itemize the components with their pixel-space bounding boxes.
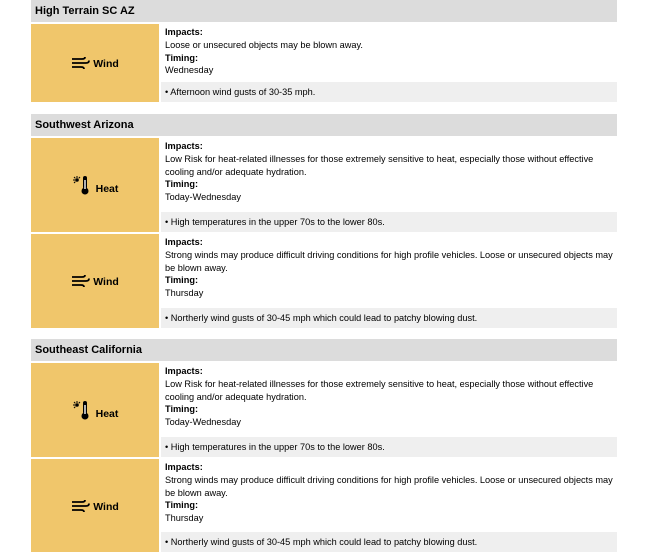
heat-thermometer-icon xyxy=(72,175,94,195)
impacts-text: Loose or unsecured objects may be blown away. xyxy=(165,39,363,50)
impacts-label: Impacts: xyxy=(165,462,203,472)
hazard-label: Heat xyxy=(95,183,119,195)
section-header-high-terrain: High Terrain SC AZ xyxy=(31,0,617,22)
section-header-southeast-california: Southeast California xyxy=(31,339,617,361)
timing-text: Today-Wednesday xyxy=(165,417,241,428)
hazard-info xyxy=(161,234,617,306)
impacts-label: Impacts: xyxy=(165,27,203,37)
hazard-info xyxy=(161,24,617,80)
hazard-label: Wind xyxy=(93,58,119,70)
timing-label: Timing: xyxy=(165,179,199,190)
impacts-text: Strong winds may produce difficult driving conditions for high profile vehicles. Loose or unsecured objects may be blown away. xyxy=(165,249,613,273)
timing-label: Timing: xyxy=(165,500,199,511)
hazard-cell xyxy=(31,24,159,102)
heat-thermometer-icon xyxy=(72,400,94,420)
hazard-cell xyxy=(31,234,159,328)
hazard-row-wind xyxy=(31,234,617,328)
wind-icon xyxy=(71,56,91,70)
hazard-detail: • Northerly wind gusts of 30-45 mph which could lead to patchy blowing dust. xyxy=(161,532,617,552)
hazard-label: Heat xyxy=(95,408,119,420)
hazard-cell xyxy=(31,138,159,232)
hazard-info xyxy=(161,459,617,530)
timing-text: Thursday xyxy=(165,288,204,299)
timing-text: Wednesday xyxy=(165,65,214,76)
timing-text: Thursday xyxy=(165,513,204,524)
hazard-detail: • High temperatures in the upper 70s to the lower 80s. xyxy=(161,212,617,232)
timing-label: Timing: xyxy=(165,275,199,286)
impacts-text: Low Risk for heat-related illnesses for those extremely sensitive to heat, especially those without effective cooling and/or adequate hydration. xyxy=(165,153,594,177)
impacts-label: Impacts: xyxy=(165,237,203,247)
impacts-label: Impacts: xyxy=(165,141,203,151)
wind-icon xyxy=(71,499,91,513)
hazard-detail: • Northerly wind gusts of 30-45 mph which could lead to patchy blowing dust. xyxy=(161,308,617,328)
hazard-row-heat xyxy=(31,138,617,232)
timing-label: Timing: xyxy=(165,404,199,415)
hazard-detail: • Afternoon wind gusts of 30-35 mph. xyxy=(161,82,617,102)
section-header-southwest-arizona: Southwest Arizona xyxy=(31,114,617,136)
hazard-row-wind xyxy=(31,459,617,552)
timing-label: Timing: xyxy=(165,52,199,63)
hazard-info xyxy=(161,138,617,210)
hazard-info xyxy=(161,363,617,435)
timing-text: Today-Wednesday xyxy=(165,192,241,203)
hazard-label: Wind xyxy=(93,500,119,513)
impacts-label: Impacts: xyxy=(165,366,203,376)
hazard-row-heat xyxy=(31,363,617,457)
impacts-text: Low Risk for heat-related illnesses for those extremely sensitive to heat, especially those without effective cooling and/or adequate hydration. xyxy=(165,378,594,402)
hazard-cell xyxy=(31,459,159,552)
hazard-label: Wind xyxy=(93,276,119,288)
impacts-text: Strong winds may produce difficult driving conditions for high profile vehicles. Loose or unsecured objects may be blown away. xyxy=(165,474,613,498)
hazard-row-wind xyxy=(31,24,617,102)
hazard-cell xyxy=(31,363,159,457)
wind-icon xyxy=(71,274,91,288)
hazard-detail: • High temperatures in the upper 70s to the lower 80s. xyxy=(161,437,617,457)
